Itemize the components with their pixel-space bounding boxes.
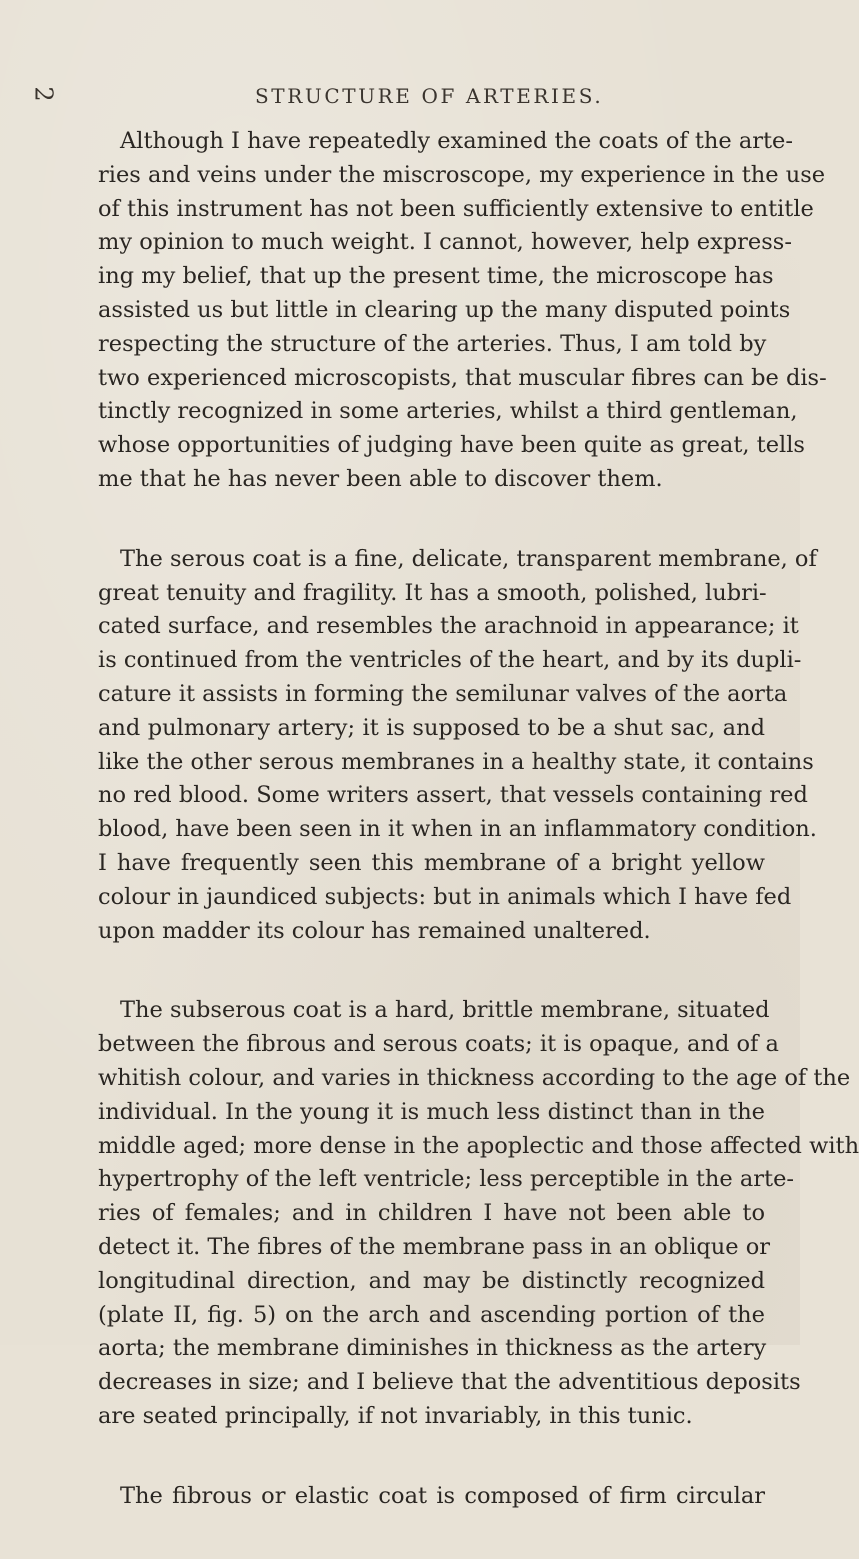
paragraph-microscope bbox=[98, 125, 827, 497]
text-line: whitish colour, and varies in thickness according to the age of the bbox=[98, 1064, 851, 1091]
body-text bbox=[98, 125, 859, 1559]
text-line: like the other serous membranes in a healthy state, it contains bbox=[98, 748, 814, 775]
text-line: cature it assists in forming the semilunar valves of the aorta bbox=[98, 680, 788, 707]
text-line: upon madder its colour has remained unaltered. bbox=[98, 917, 651, 944]
text-line: decreases in size; and I believe that the adventitious deposits bbox=[98, 1369, 801, 1396]
text-line: and pulmonary artery; it is supposed to be a shut sac, and bbox=[98, 714, 765, 741]
text-line: I have frequently seen this membrane of a bright yellow bbox=[98, 849, 765, 876]
text-line: individual. In the young it is much less distinct than in the bbox=[98, 1098, 765, 1125]
text-line: is continued from the ventricles of the heart, and by its dupli- bbox=[98, 647, 802, 674]
text-line: longitudinal direction, and may be distinctly recognized bbox=[98, 1267, 765, 1294]
text-line: whose opportunities of judging have been quite as great, tells bbox=[98, 432, 805, 459]
paragraph-fibrous-coat bbox=[120, 1480, 765, 1514]
text-line: two experienced microscopists, that muscular fibres can be dis- bbox=[98, 364, 827, 391]
text-line: aorta; the membrane diminishes in thickness as the artery bbox=[98, 1335, 767, 1362]
text-line: colour in jaundiced subjects: but in animals which I have fed bbox=[98, 883, 792, 910]
text-line: respecting the structure of the arteries. Thus, I am told by bbox=[98, 330, 767, 357]
text-line: detect it. The fibres of the membrane pass in an oblique or bbox=[98, 1233, 771, 1260]
text-line: assisted us but little in clearing up the many disputed points bbox=[98, 296, 791, 323]
text-line: (plate II, fig. 5) on the arch and ascending portion of the bbox=[98, 1301, 765, 1328]
text-line: blood, have been seen in it when in an inflammatory condition. bbox=[98, 816, 817, 843]
paragraph-subserous-coat bbox=[98, 994, 859, 1433]
page-number: 2 bbox=[29, 86, 58, 102]
text-line: cated surface, and resembles the arachnoid in appearance; it bbox=[98, 613, 799, 640]
text-line: middle aged; more dense in the apoplectic and those affected with bbox=[98, 1132, 859, 1159]
running-head bbox=[0, 76, 800, 116]
text-line: are seated principally, if not invariably, in this tunic. bbox=[98, 1402, 693, 1429]
text-line: Although I have repeatedly examined the coats of the arte- bbox=[120, 128, 793, 154]
text-line: The serous coat is a fine, delicate, transparent membrane, of bbox=[120, 545, 817, 572]
text-line: ing my belief, that up the present time, the microscope has bbox=[98, 263, 774, 290]
text-line: of this instrument has not been sufficiently extensive to entitle bbox=[98, 195, 814, 222]
text-line: The fibrous or elastic coat is composed of firm circular bbox=[120, 1482, 765, 1509]
text-line: ries of females; and in children I have not been able to bbox=[98, 1200, 765, 1227]
text-line: great tenuity and fragility. It has a smooth, polished, lubri- bbox=[98, 579, 767, 606]
text-line: ries and veins under the miscroscope, my experience in the use bbox=[98, 161, 826, 188]
text-line: my opinion to much weight. I cannot, however, help express- bbox=[98, 229, 792, 256]
text-line: me that he has never been able to discover them. bbox=[98, 465, 663, 492]
paragraph-serous-coat bbox=[98, 543, 817, 949]
text-line: between the fibrous and serous coats; it is opaque, and of a bbox=[98, 1031, 779, 1058]
text-line: The subserous coat is a hard, brittle membrane, situated bbox=[120, 997, 770, 1024]
running-head-title: STRUCTURE OF ARTERIES. bbox=[255, 84, 604, 108]
text-line: hypertrophy of the left ventricle; less perceptible in the arte- bbox=[98, 1166, 795, 1193]
text-line: tinctly recognized in some arteries, whilst a third gentleman, bbox=[98, 398, 798, 425]
text-line: no red blood. Some writers assert, that vessels containing red bbox=[98, 782, 808, 809]
